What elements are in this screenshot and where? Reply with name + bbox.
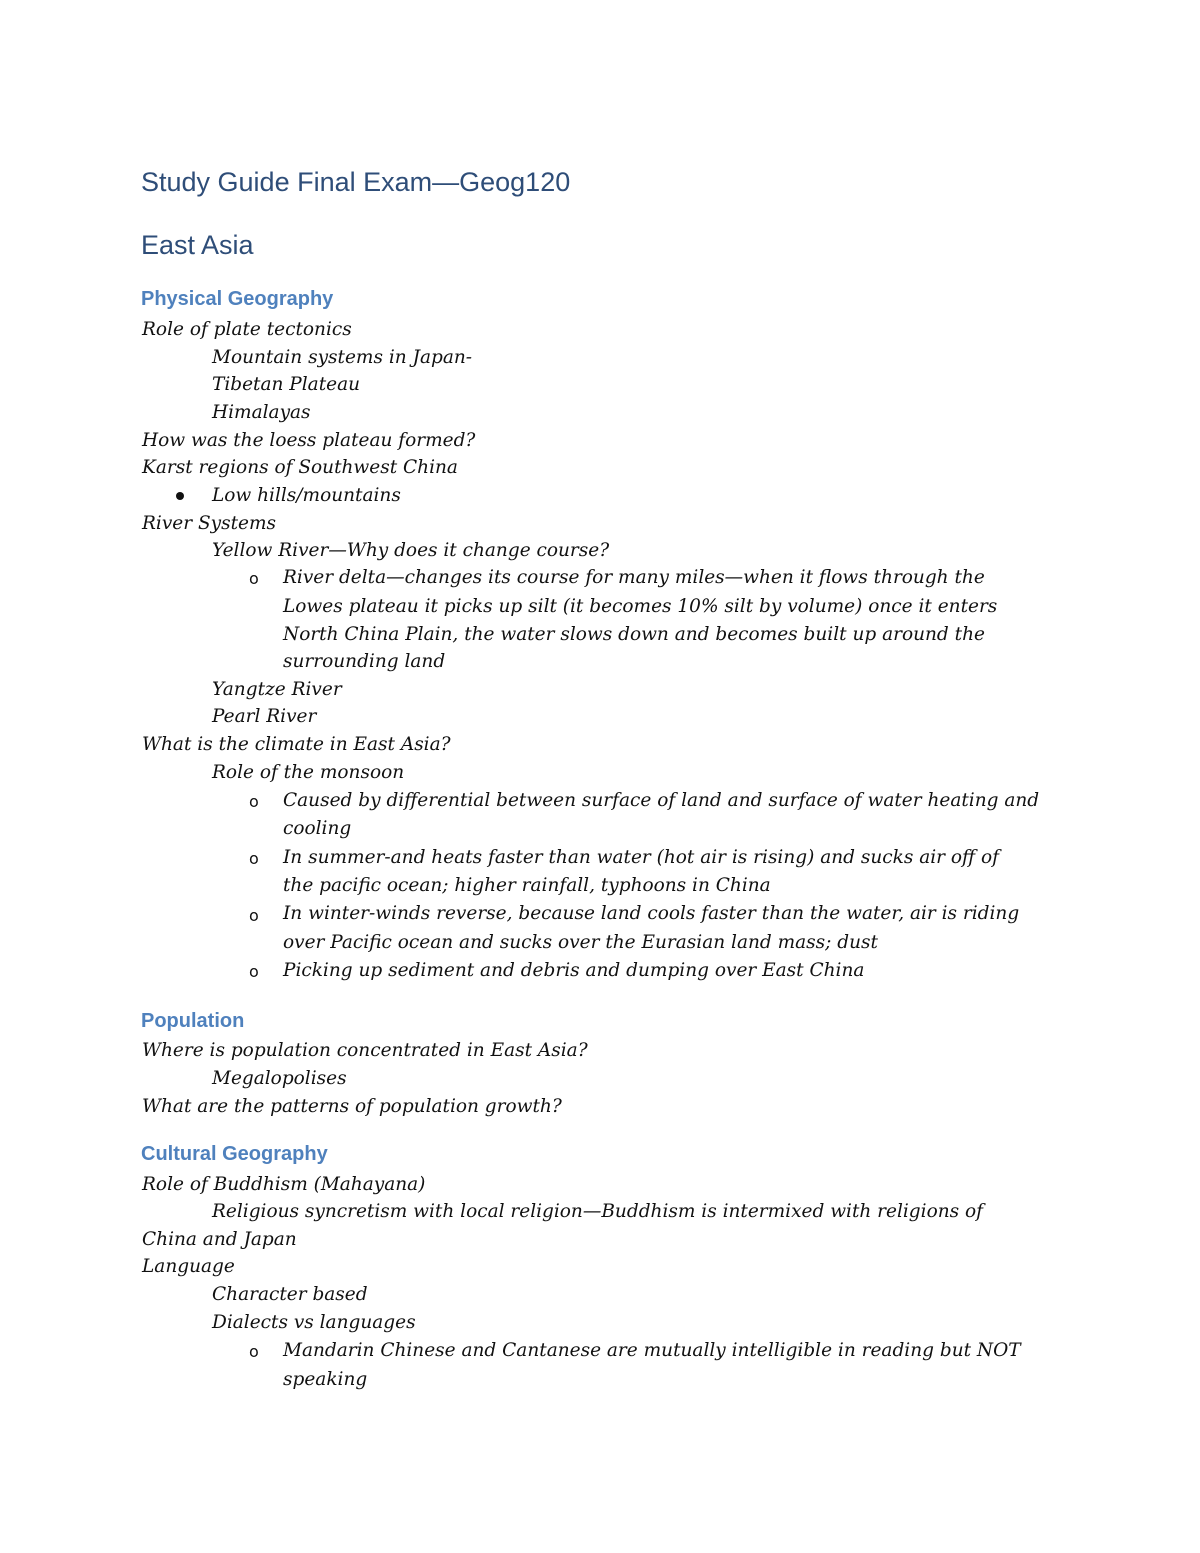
item-summer-line-1: In summer-and heats faster than water (hot air is rising) and sucks air off of (283, 847, 1000, 868)
item-monsoon: Role of the monsoon (212, 762, 405, 783)
heading-physical-geography: Physical Geography (141, 288, 334, 310)
section-heading-east-asia: East Asia (141, 230, 254, 260)
item-low-hills: Low hills/mountains (212, 485, 401, 506)
item-karst-regions: Karst regions of Southwest China (142, 457, 458, 478)
item-mandarin-line-2: speaking (283, 1369, 368, 1390)
item-megalopolises: Megalopolises (212, 1068, 347, 1089)
item-himalayas: Himalayas (212, 402, 311, 423)
circle-bullet-icon: o (249, 569, 259, 588)
circle-bullet-icon: o (249, 792, 259, 811)
item-pearl-river: Pearl River (212, 706, 317, 727)
bullet-dot-icon (176, 492, 184, 500)
heading-population: Population (141, 1010, 245, 1032)
item-buddhism: Role of Buddhism (Mahayana) (142, 1174, 426, 1195)
item-population-growth: What are the patterns of population growth? (142, 1096, 562, 1117)
item-character-based: Character based (212, 1284, 368, 1305)
item-sediment: Picking up sediment and debris and dumping over East China (283, 960, 865, 981)
item-delta-line-3: North China Plain, the water slows down and becomes built up around the (283, 624, 985, 645)
item-mandarin-line-1: Mandarin Chinese and Cantanese are mutually intelligible in reading but NOT (283, 1340, 1021, 1361)
item-dialects: Dialects vs languages (212, 1312, 416, 1333)
circle-bullet-icon: o (249, 962, 259, 981)
item-winter-line-1: In winter-winds reverse, because land cools faster than the water, air is riding (283, 903, 1020, 924)
item-syncretism-line-2: China and Japan (142, 1229, 297, 1250)
item-plate-tectonics: Role of plate tectonics (142, 319, 352, 340)
item-japan-mountains: Mountain systems in Japan- (212, 347, 473, 368)
item-loess-plateau: How was the loess plateau formed? (142, 430, 476, 451)
item-delta-line-4: surrounding land (283, 651, 446, 672)
item-population-where: Where is population concentrated in East Asia? (142, 1040, 588, 1061)
item-yellow-river: Yellow River—Why does it change course? (212, 540, 610, 561)
document-title: Study Guide Final Exam—Geog120 (141, 167, 571, 197)
item-caused-line-1: Caused by differential between surface of land and surface of water heating and (283, 790, 1040, 811)
circle-bullet-icon: o (249, 1342, 259, 1361)
item-caused-line-2: cooling (283, 818, 352, 839)
item-yangtze-river: Yangtze River (212, 679, 342, 700)
item-summer-line-2: the pacific ocean; higher rainfall, typhoons in China (283, 875, 771, 896)
circle-bullet-icon: o (249, 906, 259, 925)
heading-cultural-geography: Cultural Geography (141, 1143, 328, 1165)
item-syncretism-line-1: Religious syncretism with local religion—Buddhism is intermixed with religions of (212, 1201, 983, 1222)
item-climate: What is the climate in East Asia? (142, 734, 451, 755)
item-winter-line-2: over Pacific ocean and sucks over the Eurasian land mass; dust (283, 932, 878, 953)
item-delta-line-1: River delta—changes its course for many miles—when it flows through the (283, 567, 985, 588)
item-tibetan-plateau: Tibetan Plateau (212, 374, 361, 395)
circle-bullet-icon: o (249, 849, 259, 868)
item-delta-line-2: Lowes plateau it picks up silt (it becomes 10% silt by volume) once it enters (283, 596, 998, 617)
item-language: Language (142, 1256, 235, 1277)
item-river-systems: River Systems (142, 513, 277, 534)
